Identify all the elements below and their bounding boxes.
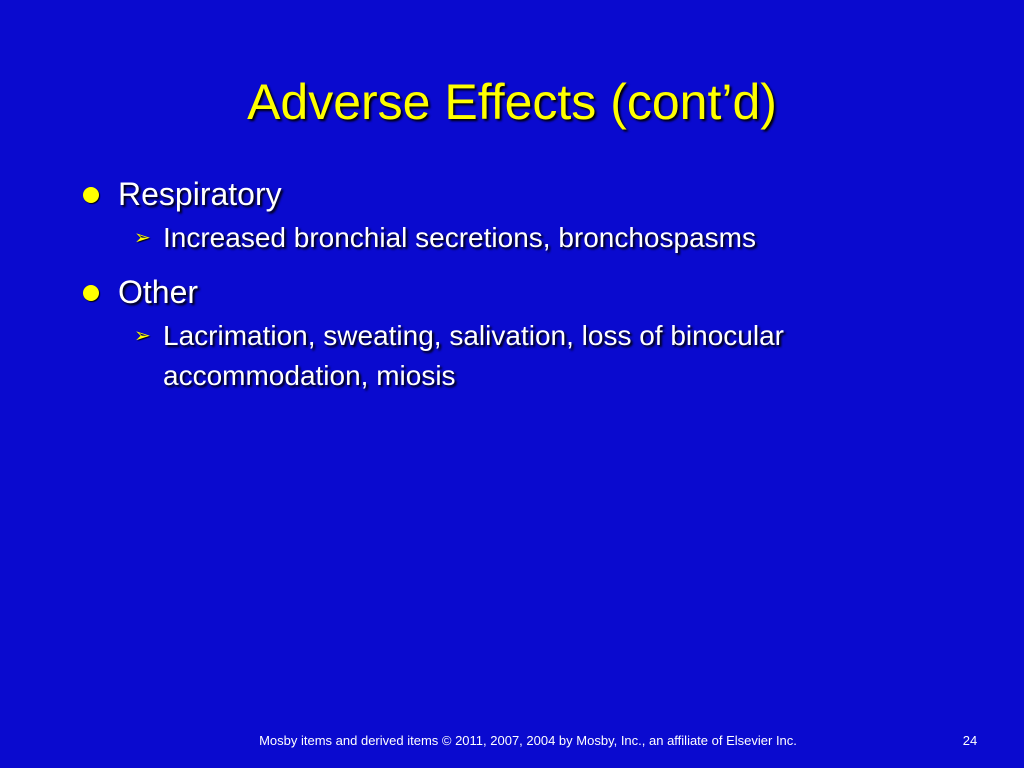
bullet-item-other xyxy=(80,268,960,316)
bullet-item-respiratory xyxy=(80,170,960,218)
sub-bullet-text: Lacrimation, sweating, salivation, loss of binocular accommodation, miosis xyxy=(163,320,784,391)
sub-bullet-item xyxy=(80,316,960,396)
bullet-label: Respiratory xyxy=(118,176,282,212)
slide-content xyxy=(80,170,960,406)
bullet-label: Other xyxy=(118,274,199,310)
filled-circle-bullet-icon xyxy=(83,187,99,203)
slide-title: Adverse Effects (cont’d) xyxy=(247,74,777,130)
filled-circle-bullet-icon xyxy=(83,285,99,301)
page-number: 24 xyxy=(962,733,978,748)
sub-bullet-item xyxy=(80,218,960,258)
sub-bullet-text: Increased bronchial secretions, bronchospasms xyxy=(163,222,756,253)
copyright-footer: Mosby items and derived items © 2011, 2007, 2004 by Mosby, Inc., an affiliate of Elsevier Inc. xyxy=(259,733,797,748)
arrowhead-bullet-icon: ➢ xyxy=(134,227,151,249)
arrowhead-bullet-icon: ➢ xyxy=(134,325,151,347)
